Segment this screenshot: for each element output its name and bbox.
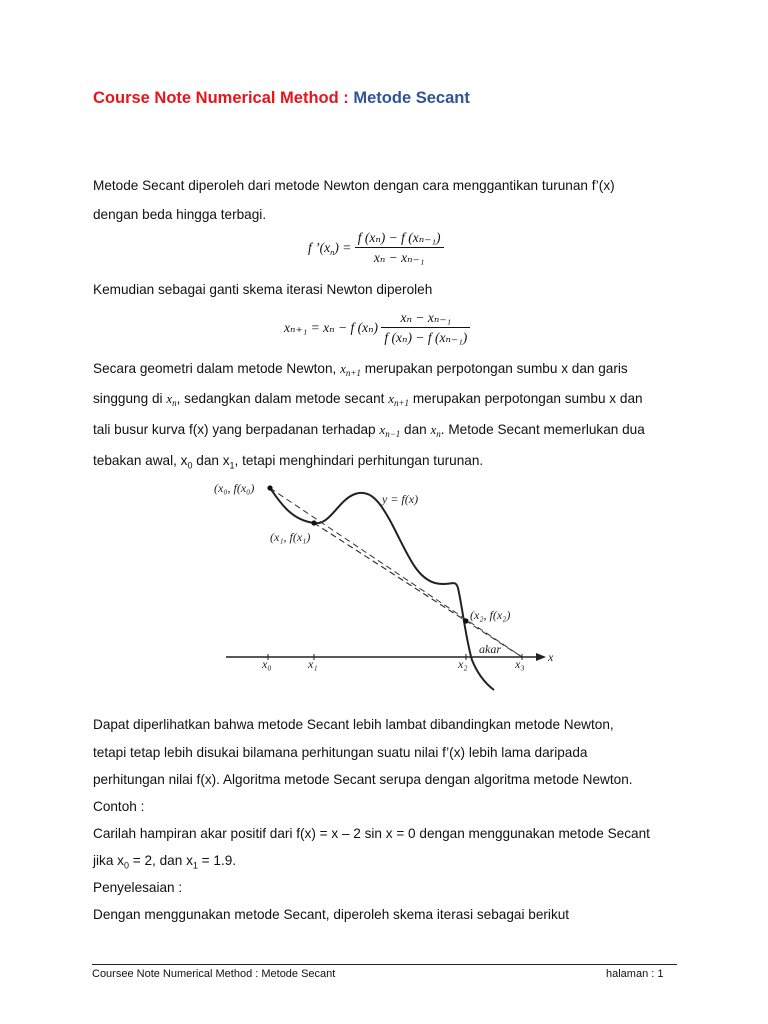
label-tick-x1: x₁	[308, 657, 318, 671]
x-axis-arrow	[536, 653, 546, 661]
label-tick-x0: x₀	[262, 657, 272, 671]
formula1-lhs-sub: n	[330, 247, 335, 257]
intro-line-1: Metode Secant diperoleh dari metode Newton dengan cara menggantikan turunan f’(x)	[93, 178, 615, 193]
secant-line-3	[314, 523, 522, 657]
var-sub: n+1	[345, 368, 361, 378]
title-course: Course Note Numerical Method :	[93, 89, 354, 107]
example-text: = 1.9.	[197, 853, 237, 868]
geometry-text: merupakan perpotongan sumbu x dan	[409, 391, 643, 406]
geometry-text: . Metode Secant memerlukan dua	[440, 422, 645, 437]
footer-course: Coursee Note Numerical Method : Metode Secant	[92, 968, 336, 980]
label-curve: y = f(x)	[382, 492, 419, 506]
solution-heading: Penyelesaian :	[93, 880, 183, 895]
body-line-3: perhitungan nilai f(x). Algoritma metode Secant serupa dengan algoritma metode Newton.	[93, 772, 633, 787]
var-sub: n−1	[385, 429, 401, 439]
var-x: x	[166, 391, 173, 406]
label-point-x2: (x₂, f(x₂)	[470, 608, 511, 622]
point-x0	[267, 485, 272, 490]
geometry-text: , tetapi menghindari perhitungan turunan.	[234, 453, 484, 468]
formula2-lhs: xₙ₊₁ = xₙ − f (xₙ)	[284, 320, 379, 335]
geometry-text: tebakan awal, x	[93, 453, 188, 468]
sub-1: 1	[229, 460, 235, 471]
var-x: x	[430, 422, 437, 437]
sub-0: 0	[187, 460, 193, 471]
intro-line-2: dengan beda hingga terbagi.	[93, 207, 267, 222]
paragraph-kemudian: Kemudian sebagai ganti skema iterasi Newton diperoleh	[93, 282, 433, 297]
sub-1: 1	[192, 860, 198, 871]
example-heading: Contoh :	[93, 799, 145, 814]
label-tick-x2: x₂	[458, 657, 468, 671]
formula1-denominator: xₙ − xₙ₋₁	[373, 250, 425, 265]
body-line-2: tetapi tetap lebih disukai bilamana perhitungan suatu nilai f’(x) lebih lama daripada	[93, 745, 588, 760]
var-x: x	[379, 422, 386, 437]
var-x: x	[340, 361, 346, 376]
formula1-lhs-close: ) =	[334, 240, 352, 255]
example-text: jika x	[93, 853, 124, 868]
title-topic: Metode Secant	[353, 89, 470, 107]
var-sub: n+1	[393, 398, 410, 408]
label-tick-x3: x₃	[515, 657, 525, 671]
formula2-numerator: xₙ − xₙ₋₁	[381, 310, 470, 328]
label-akar: akar	[479, 642, 501, 656]
example-text: = 2, dan x	[129, 853, 193, 868]
sub-0: 0	[123, 860, 129, 871]
body-line-1: Dapat diperlihatkan bahwa metode Secant lebih lambat dibandingkan metode Newton,	[93, 717, 614, 732]
point-x1	[311, 520, 316, 525]
secant-line-1	[270, 488, 522, 657]
point-x2	[463, 618, 468, 623]
label-point-x0: (x₀, f(x₀)	[214, 481, 255, 495]
example-line-1: Carilah hampiran akar positif dari f(x) = x – 2 sin x = 0 dengan menggunakan metode Secant	[93, 826, 650, 841]
var-sub: n	[436, 429, 441, 439]
formula1-numerator: f (xₙ) − f (xₙ₋₁)	[355, 230, 444, 248]
label-x-axis: x	[548, 650, 554, 664]
example-line-2	[93, 853, 236, 874]
geometry-text: tali busur kurva f(x) yang berpadanan terhadap	[93, 422, 380, 437]
geometry-text: dan x	[192, 453, 230, 468]
var-sub: n	[172, 398, 177, 408]
label-point-x1: (x₁, f(x₁)	[270, 530, 311, 544]
geometry-text: merupakan perpotongan sumbu x dan garis	[360, 361, 628, 376]
geometry-text: dan	[400, 422, 431, 437]
solution-line-1: Dengan menggunakan metode Secant, diperoleh skema iterasi sebagai berikut	[93, 907, 570, 922]
var-x: x	[388, 391, 394, 406]
geometry-text: , sedangkan dalam metode secant	[176, 391, 389, 406]
geometry-text: Secara geometri dalam metode Newton,	[93, 361, 341, 376]
formula2-denominator: f (xₙ) − f (xₙ₋₁)	[384, 330, 468, 345]
geometry-text: singgung di	[93, 391, 167, 406]
footer-page-number: halaman : 1	[606, 968, 664, 980]
footer-divider	[92, 964, 677, 965]
formula1-lhs: f ’(x	[308, 240, 331, 255]
